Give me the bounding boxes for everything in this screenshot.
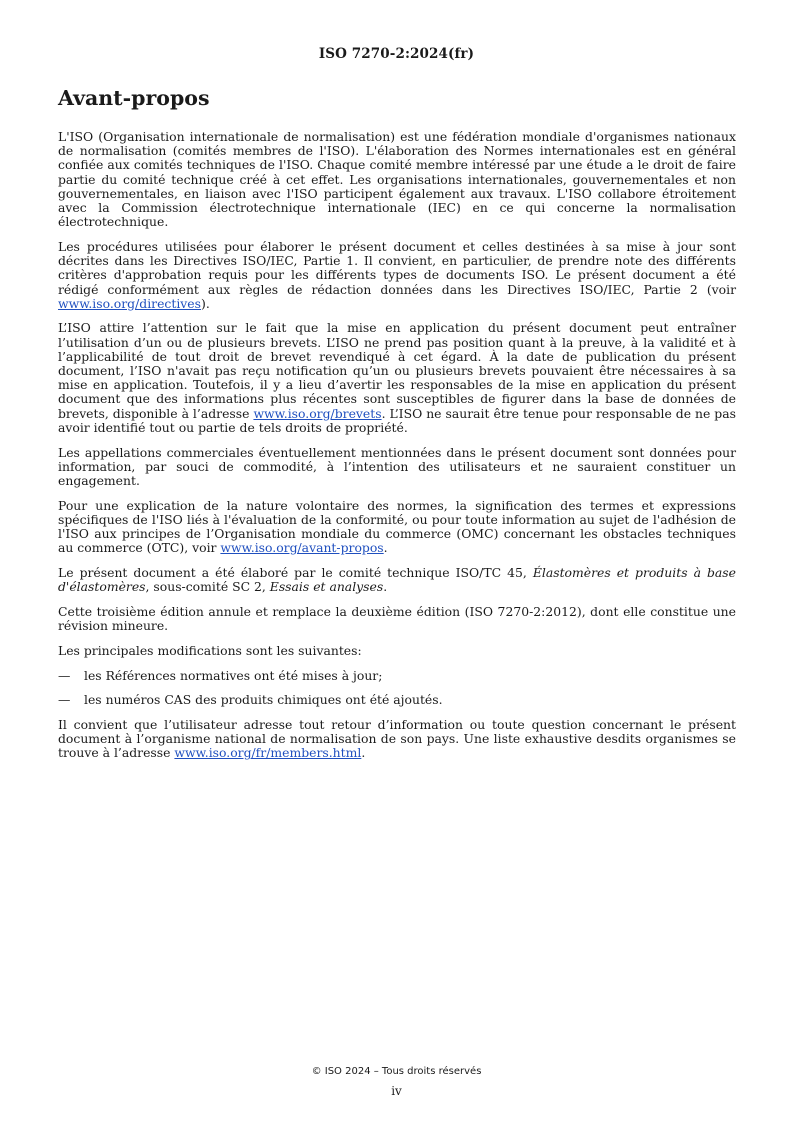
paragraph-patents (58, 321, 736, 435)
document-id-header: ISO 7270-2:2024(fr) (318, 46, 475, 62)
paragraph-procedures-tail: ). (201, 295, 210, 311)
committee-title: Élastomères et produits à base d'élastomères (58, 564, 736, 595)
foreword-link[interactable]: www.iso.org/avant-propos (220, 540, 384, 556)
paragraph-voluntary-text: Pour une explication de la nature volontaire des normes, la signification des termes et expressions spécifiques de l'ISO liés à l'évaluation de la conformité, ou pour toute information au sujet de l'adhésion de l'ISO aux principes de l’Organisation mondiale du commerce (OMC) concernant les obstacles techniques au commerce (OTC), voir (58, 497, 736, 556)
paragraph-voluntary-tail: . (383, 540, 388, 556)
committee-text-c: , sous-comité SC 2, (145, 579, 270, 595)
foreword-body (58, 130, 736, 771)
list-dash: — (58, 692, 71, 708)
page-title: Avant-propos (58, 86, 210, 110)
subcommittee-title: Essais et analyses (269, 579, 384, 595)
page-number: iv (391, 1084, 402, 1098)
patents-link[interactable]: www.iso.org/brevets (253, 405, 382, 421)
paragraph-voluntary-nature (58, 499, 736, 556)
list-item-text: les numéros CAS des produits chimiques ont été ajoutés. (84, 692, 443, 708)
list-item (58, 693, 736, 707)
paragraph-feedback-text: Il convient que l’utilisateur adresse tout retour d’information ou toute question concernant le présent document à l’organisme national de normalisation de son pays. Une liste exhaustive desdits organismes se trouve à l’adresse (58, 716, 736, 761)
paragraph-changes-intro: Les principales modifications sont les suivantes: (58, 642, 362, 658)
members-link[interactable]: www.iso.org/fr/members.html (174, 745, 362, 761)
paragraph-trade-names: Les appellations commerciales éventuellement mentionnées dans le présent document sont données pour information, par souci de commodité, à l’intention des utilisateurs et ne sauraient constituer un engagement. (58, 444, 736, 488)
directives-link[interactable]: www.iso.org/directives (58, 295, 201, 311)
list-dash: — (58, 667, 71, 683)
paragraph-feedback-tail: . (361, 745, 366, 761)
committee-text-a: Le présent document a été élaboré par le comité technique ISO/TC 45, (58, 564, 533, 580)
list-item (58, 669, 736, 683)
paragraph-edition: Cette troisième édition annule et remplace la deuxième édition (ISO 7270-2:2012), dont elle constitue une révision mineure. (58, 603, 736, 634)
list-item-text: les Références normatives ont été mises à jour; (84, 667, 383, 683)
paragraph-committee (58, 566, 736, 594)
paragraph-procedures-text: Les procédures utilisées pour élaborer le présent document et celles destinées à sa mise à jour sont décrites dans les Directives ISO/IEC, Partie 1. Il convient, en particulier, de prendre note des différents critères d'approbation requis pour les différents types de documents ISO. Le présent document a été rédigé conformément aux règles de rédaction données dans les Directives ISO/IEC, Partie 2 (voir (58, 238, 736, 297)
paragraph-patents-text: L’ISO attire l’attention sur le fait que la mise en application du présent document peut entraîner l’utilisation d’un ou de plusieurs brevets. L’ISO ne prend pas position quant à la preuve, à la validité et à l’applicabilité de tout droit de brevet revendiqué à cet égard. À la date de publication du présent document, l’ISO n'avait pas reçu notification qu’un ou plusieurs brevets pouvaient être nécessaires à sa mise en application. Toutefois, il y a lieu d’avertir les responsables de la mise en application du présent document que des informations plus récentes sont susceptibles de figurer dans la base de données de brevets, disponible à l’adresse (58, 320, 736, 421)
copyright-footer: © ISO 2024 – Tous droits réservés (311, 1066, 482, 1077)
paragraph-patents-tail: . L’ISO ne saurait être tenue pour responsable de ne pas avoir identifié tout ou partie de tels droits de propriété. (58, 405, 736, 435)
paragraph-procedures (58, 240, 736, 311)
committee-text-e: . (383, 579, 388, 595)
paragraph-feedback (58, 718, 736, 761)
paragraph-iso-intro: L'ISO (Organisation internationale de normalisation) est une fédération mondiale d'organismes nationaux de normalisation (comités membres de l'ISO). L'élaboration des Normes internationales est en général confiée aux comités techniques de l'ISO. Chaque comité membre intéressé par une étude a le droit de faire partie du comité technique créé à cet effet. Les organisations internationales, gouvernementales et non gouvernementales, en liaison avec l'ISO participent également aux travaux. L'ISO collabore étroitement avec la Commission électrotechnique internationale (IEC) en ce qui concerne la normalisation électrotechnique. (58, 129, 736, 230)
